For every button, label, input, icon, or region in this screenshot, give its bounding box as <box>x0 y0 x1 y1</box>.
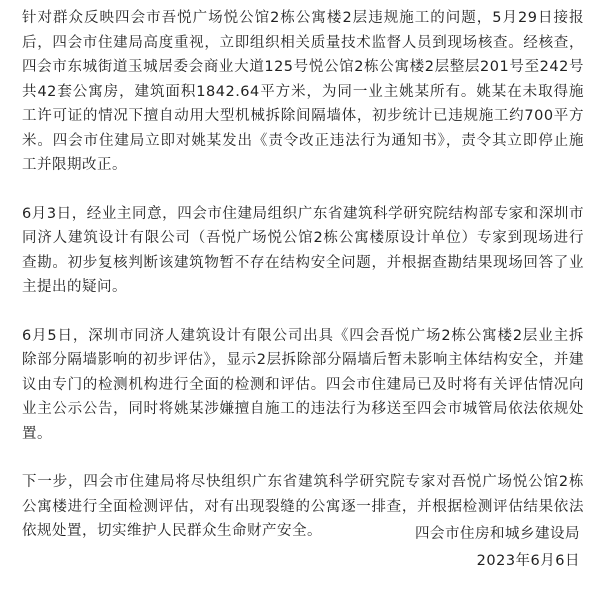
signature-organization: 四会市住房和城乡建设局 <box>415 526 580 542</box>
paragraph-1: 针对群众反映四会市吾悦广场悦公馆2栋公寓楼2层违规施工的问题，5月29日接报后，四会市住建局高度重视，立即组织相关质量技术监督人员到现场核查。经核查，四会市东城街道玉城居委会商业大道125号悦公馆2栋公寓楼2层整层201号至242号共42套公寓房，建筑面积1842.64平方米，为同一业主姚某所有。姚某在未取得施工许可证的情况下擅自动用大型机械拆除间隔墙体，初步统计已违规施工约700平方米。四会市住建局立即对姚某发出《责令改正违法行为通知书》，责令其立即停止施工并限期改正。 <box>22 10 584 173</box>
paragraph-3: 6月5日，深圳市同济人建筑设计有限公司出具《四会吾悦广场2栋公寓楼2层业主拆除部分隔墙影响的初步评估》，显示2层拆除部分隔墙后暂未影响主体结构安全，并建议由专门的检测机构进行全面的检测和评估。四会市住建局已及时将有关评估情况向业主公示公告，同时将姚某涉嫌擅自施工的违法行为移送至四会市城管局依法依规处置。 <box>22 327 584 442</box>
signature-date: 2023年6月6日 <box>476 553 580 569</box>
paragraph-2: 6月3日，经业主同意，四会市住建局组织广东省建筑科学研究院结构部专家和深圳市同济人建筑设计有限公司（吾悦广场悦公馆2栋公寓楼原设计单位）专家到现场进行查勘。初步复核判断该建筑物暂不存在结构安全问题，并根据查勘结果现场回答了业主提出的疑问。 <box>22 205 584 295</box>
document-body <box>22 6 584 544</box>
paragraph-4: 下一步，四会市住建局将尽快组织广东省建筑科学研究院专家对吾悦广场悦公馆2栋公寓楼进行全面检测评估，对有出现裂缝的公寓逐一排查，并根据检测评估结果依法依规处置，切实维护人民群众生命财产安全。 <box>22 474 584 539</box>
